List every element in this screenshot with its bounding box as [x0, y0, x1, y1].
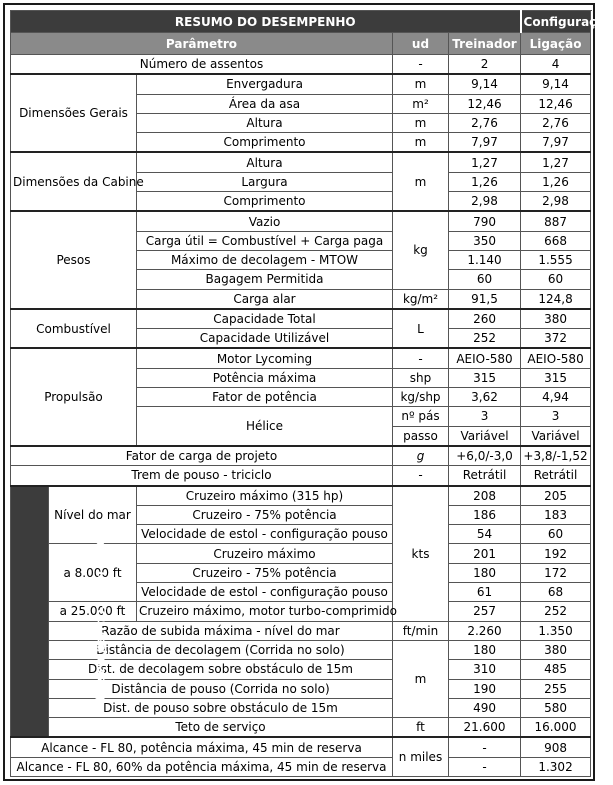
- row-value-liaison: Retrátil: [521, 466, 591, 486]
- row-value-liaison: 172: [521, 563, 591, 582]
- row-value-trainer: 208: [449, 486, 521, 506]
- row-value-trainer: 201: [449, 544, 521, 563]
- row-label: Cruzeiro máximo, motor turbo-comprimido: [137, 602, 393, 621]
- row-unit: g: [393, 446, 449, 466]
- table-row: [11, 348, 591, 368]
- row-value-trainer: -: [449, 757, 521, 776]
- group-label: Propulsão: [11, 348, 137, 445]
- row-value-liaison: 668: [521, 231, 591, 250]
- altitude-label: Nível do mar: [49, 486, 137, 544]
- row-value-liaison: 887: [521, 211, 591, 231]
- row-value-trainer: 2,76: [449, 113, 521, 132]
- row-label: Trem de pouso - triciclo: [11, 466, 393, 486]
- row-value-liaison: 380: [521, 309, 591, 329]
- row-label: Fator de carga de projeto: [11, 446, 393, 466]
- group-label: Pesos: [11, 211, 137, 308]
- row-unit: kg/m²: [393, 289, 449, 309]
- row-value-trainer: 12,46: [449, 94, 521, 113]
- row-value-trainer: Retrátil: [449, 466, 521, 486]
- row-label: Cruzeiro máximo: [137, 544, 393, 563]
- row-label: Razão de subida máxima - nível do mar: [49, 621, 393, 640]
- trainer-header: Treinador: [449, 33, 521, 55]
- row-label: Máximo de decolagem - MTOW: [137, 250, 393, 269]
- row-value-liaison: 60: [521, 270, 591, 289]
- row-label: Potência máxima: [137, 368, 393, 387]
- row-unit: kg/shp: [393, 388, 449, 407]
- table-row: [11, 486, 591, 506]
- row-value-trainer: 257: [449, 602, 521, 621]
- row-value-liaison: 1,27: [521, 152, 591, 172]
- row-value-trainer: +6,0/-3,0: [449, 446, 521, 466]
- row-unit: -: [393, 466, 449, 486]
- row-value-liaison: 124,8: [521, 289, 591, 309]
- row-value-liaison: 580: [521, 698, 591, 717]
- performance-side-text: Desempenho, com MTOW: [92, 521, 108, 702]
- row-value-liaison: 485: [521, 660, 591, 679]
- row-label: Largura: [137, 172, 393, 191]
- row-value-liaison: 192: [521, 544, 591, 563]
- row-label: Alcance - FL 80, potência máxima, 45 min de reserva: [11, 737, 393, 757]
- row-unit: -: [393, 348, 449, 368]
- row-value-liaison: 1.555: [521, 250, 591, 269]
- row-value-trainer: 252: [449, 329, 521, 349]
- table-row: [11, 152, 591, 172]
- row-label: Cruzeiro - 75% potência: [137, 563, 393, 582]
- row-unit: ft/min: [393, 621, 449, 640]
- row-label: Comprimento: [137, 133, 393, 153]
- row-value-liaison: 183: [521, 505, 591, 524]
- row-value-trainer: 91,5: [449, 289, 521, 309]
- row-label: Bagagem Permitida: [137, 270, 393, 289]
- table-row: [11, 309, 591, 329]
- row-label: Cruzeiro - 75% potência: [137, 505, 393, 524]
- row-unit: kg: [393, 211, 449, 289]
- row-label: Comprimento: [137, 192, 393, 212]
- row-unit: passo: [393, 426, 449, 446]
- row-unit: L: [393, 309, 449, 349]
- row-value-trainer: Variável: [449, 426, 521, 446]
- row-value-trainer: 1.140: [449, 250, 521, 269]
- group-label: Combustível: [11, 309, 137, 349]
- row-value-trainer: AEIO-580: [449, 348, 521, 368]
- row-unit: -: [393, 55, 449, 75]
- row-label: Número de assentos: [11, 55, 393, 75]
- row-value-liaison: 205: [521, 486, 591, 506]
- row-unit: n miles: [393, 737, 449, 776]
- row-value-liaison: Variável: [521, 426, 591, 446]
- group-label: Dimensões Gerais: [11, 74, 137, 152]
- row-label: Capacidade Total: [137, 309, 393, 329]
- row-label: Carga útil = Combustível + Carga paga: [137, 231, 393, 250]
- row-label: Cruzeiro máximo (315 hp): [137, 486, 393, 506]
- row-value-trainer: 3,62: [449, 388, 521, 407]
- table-row: [11, 737, 591, 757]
- row-value-trainer: 310: [449, 660, 521, 679]
- row-value-trainer: 1,27: [449, 152, 521, 172]
- table-row: [11, 74, 591, 94]
- row-label: Dist. de pouso sobre obstáculo de 15m: [49, 698, 393, 717]
- row-value-trainer: 2: [449, 55, 521, 75]
- row-value-trainer: 790: [449, 211, 521, 231]
- row-label: Dist. de decolagem sobre obstáculo de 15m: [49, 660, 393, 679]
- row-label: Velocidade de estol - configuração pouso: [137, 525, 393, 544]
- row-label: Vazio: [137, 211, 393, 231]
- table-row: [11, 718, 591, 738]
- row-value-liaison: 1,26: [521, 172, 591, 191]
- row-value-trainer: 490: [449, 698, 521, 717]
- row-value-liaison: 1.350: [521, 621, 591, 640]
- unit-header: ud: [393, 33, 449, 55]
- row-value-liaison: 315: [521, 368, 591, 387]
- row-unit: m²: [393, 94, 449, 113]
- row-value-trainer: 9,14: [449, 74, 521, 94]
- table-row: [11, 211, 591, 231]
- table-row: [11, 698, 591, 717]
- row-value-liaison: 4: [521, 55, 591, 75]
- row-value-liaison: 2,98: [521, 192, 591, 212]
- row-unit: m: [393, 113, 449, 132]
- table-row: [11, 466, 591, 486]
- row-value-trainer: 2.260: [449, 621, 521, 640]
- row-value-trainer: 180: [449, 640, 521, 659]
- subheader-row: [11, 33, 591, 55]
- row-value-trainer: 190: [449, 679, 521, 698]
- row-value-trainer: 315: [449, 368, 521, 387]
- row-label: Distância de decolagem (Corrida no solo): [49, 640, 393, 659]
- row-value-trainer: 60: [449, 270, 521, 289]
- table-title: RESUMO DO DESEMPENHO: [11, 11, 521, 33]
- row-label: Altura: [137, 113, 393, 132]
- row-label: Alcance - FL 80, 60% da potência máxima, 45 min de reserva: [11, 757, 393, 776]
- row-value-trainer: 61: [449, 583, 521, 602]
- row-unit: m: [393, 640, 449, 717]
- row-label: Velocidade de estol - configuração pouso: [137, 583, 393, 602]
- row-value-liaison: 2,76: [521, 113, 591, 132]
- row-value-liaison: 16.000: [521, 718, 591, 738]
- row-value-liaison: 372: [521, 329, 591, 349]
- row-unit: m: [393, 133, 449, 153]
- row-value-trainer: 186: [449, 505, 521, 524]
- row-unit: kts: [393, 486, 449, 622]
- row-value-liaison: 4,94: [521, 388, 591, 407]
- row-unit: m: [393, 74, 449, 94]
- row-label: Hélice: [137, 407, 393, 446]
- row-value-trainer: -: [449, 737, 521, 757]
- row-label: Envergadura: [137, 74, 393, 94]
- row-label: Carga alar: [137, 289, 393, 309]
- row-value-trainer: 260: [449, 309, 521, 329]
- altitude-label: a 25.000 ft: [49, 602, 137, 621]
- row-value-liaison: 252: [521, 602, 591, 621]
- row-label: Teto de serviço: [49, 718, 393, 738]
- row-label: Capacidade Utilizável: [137, 329, 393, 349]
- header-row: [11, 11, 591, 33]
- row-value-liaison: +3,8/-1,52: [521, 446, 591, 466]
- performance-table: [10, 10, 613, 777]
- row-label: Motor Lycoming: [137, 348, 393, 368]
- row-value-trainer: 350: [449, 231, 521, 250]
- row-label: Altura: [137, 152, 393, 172]
- row-value-trainer: 7,97: [449, 133, 521, 153]
- row-label: Distância de pouso (Corrida no solo): [49, 679, 393, 698]
- altitude-label: a 8.000 ft: [49, 544, 137, 602]
- row-value-liaison: 255: [521, 679, 591, 698]
- row-unit: shp: [393, 368, 449, 387]
- row-label: Fator de potência: [137, 388, 393, 407]
- row-value-trainer: 54: [449, 525, 521, 544]
- row-value-liaison: 380: [521, 640, 591, 659]
- param-header: Parâmetro: [11, 33, 393, 55]
- row-unit: nº pás: [393, 407, 449, 426]
- row-label: Área da asa: [137, 94, 393, 113]
- row-value-liaison: 68: [521, 583, 591, 602]
- row-value-trainer: 1,26: [449, 172, 521, 191]
- row-value-trainer: 3: [449, 407, 521, 426]
- row-unit: m: [393, 152, 449, 211]
- row-value-liaison: 7,97: [521, 133, 591, 153]
- row-value-liaison: 908: [521, 737, 591, 757]
- table-row: [11, 55, 591, 75]
- row-value-trainer: 21.600: [449, 718, 521, 738]
- row-value-trainer: 2,98: [449, 192, 521, 212]
- row-value-liaison: 1.302: [521, 757, 591, 776]
- group-label: Dimensões da Cabine: [11, 152, 137, 211]
- row-value-liaison: 60: [521, 525, 591, 544]
- row-value-liaison: 12,46: [521, 94, 591, 113]
- row-value-liaison: AEIO-580: [521, 348, 591, 368]
- row-value-liaison: 3: [521, 407, 591, 426]
- config-header: Configuração: [521, 11, 591, 33]
- table-row: [11, 757, 591, 776]
- row-unit: ft: [393, 718, 449, 738]
- table-row: [11, 446, 591, 466]
- row-value-liaison: 9,14: [521, 74, 591, 94]
- row-value-trainer: 180: [449, 563, 521, 582]
- liaison-header: Ligação: [521, 33, 591, 55]
